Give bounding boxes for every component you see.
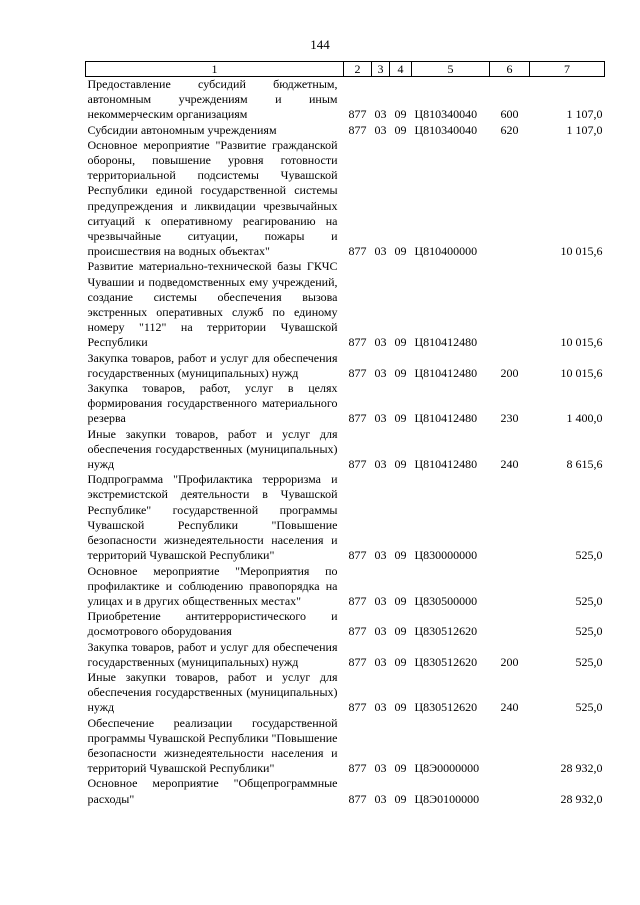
item-name: Обеспечение реализации государственной программы Чувашской Республики "Повышение безопасности жизнедеятельности населения и территорий Чувашской Республики": [87, 715, 338, 776]
section-code: 03: [374, 593, 387, 608]
table-row: [86, 427, 605, 473]
target-article-code: Ц810340040: [414, 107, 478, 122]
expense-type-code: [490, 138, 530, 260]
section-code: 03: [374, 761, 387, 776]
amount: 525,0: [575, 548, 603, 563]
table-row: [86, 138, 605, 260]
amount: 1 107,0: [566, 122, 603, 137]
amount: 10 015,6: [560, 335, 603, 350]
table-row: [86, 776, 605, 806]
table-row: [86, 609, 605, 639]
table-header-row: [86, 62, 605, 77]
target-article-code: Ц830512620: [414, 624, 478, 639]
item-name: Закупка товаров, работ и услуг для обеспечения государственных (муниципальных) нужд: [87, 639, 338, 669]
target-article-code: Ц830000000: [414, 548, 478, 563]
expense-type-code: [490, 716, 530, 777]
amount: 10 015,6: [560, 365, 603, 380]
item-name: Иные закупки товаров, работ и услуг для обеспечения государственных (муниципальных) нужд: [87, 426, 338, 472]
item-name: Основное мероприятие "Мероприятия по профилактике и соблюдению правопорядка на улицах и в других общественных местах": [87, 563, 338, 608]
item-name: Развитие материально-технической базы ГКЧС Чувашии и подведомственных ему учреждений, создание системы обеспечения вызова экстренных оперативных служб по единому номеру "112" на территории Чувашской Республики: [87, 259, 338, 350]
expense-type-code: 600: [500, 107, 519, 122]
ministry-code: 877: [348, 365, 367, 380]
amount: 1 400,0: [566, 411, 603, 426]
item-name: Закупка товаров, работ и услуг для обеспечения государственных (муниципальных) нужд: [87, 350, 338, 380]
amount: 525,0: [575, 593, 603, 608]
target-article-code: Ц810340040: [414, 122, 478, 137]
target-article-code: Ц810412480: [414, 411, 478, 426]
expense-type-code: 200: [500, 654, 519, 669]
table-row: [86, 123, 605, 138]
table-row: [86, 351, 605, 381]
ministry-code: 877: [348, 107, 367, 122]
table-row: [86, 77, 605, 123]
amount: 525,0: [575, 654, 603, 669]
ministry-code: 877: [348, 335, 367, 350]
expense-type-code: 230: [500, 411, 519, 426]
section-code: 03: [374, 244, 387, 259]
section-code: 03: [374, 107, 387, 122]
target-article-code: Ц830512620: [414, 654, 478, 669]
expense-type-code: [490, 472, 530, 563]
subsection-code: 09: [394, 548, 407, 563]
target-article-code: Ц810412480: [414, 365, 478, 380]
expense-type-code: 200: [500, 365, 519, 380]
amount: 1 107,0: [566, 107, 603, 122]
target-article-code: Ц8Э0000000: [414, 761, 480, 776]
ministry-code: 877: [348, 411, 367, 426]
table-row: [86, 670, 605, 716]
item-name: Субсидии автономным учреждениям: [87, 122, 277, 137]
subsection-code: 09: [394, 654, 407, 669]
expense-type-code: [490, 609, 530, 639]
target-article-code: Ц810412480: [414, 457, 478, 472]
section-code: 03: [374, 654, 387, 669]
item-name: Предоставление субсидий бюджетным, автономным учреждениям и иным некоммерческим организациям: [87, 77, 338, 122]
expense-type-code: [490, 776, 530, 806]
table-row: [86, 716, 605, 777]
subsection-code: 09: [394, 122, 407, 137]
amount: 28 932,0: [560, 791, 603, 806]
column-header-4: 4: [390, 62, 412, 77]
table-row: [86, 640, 605, 670]
column-header-1: 1: [86, 62, 344, 77]
subsection-code: 09: [394, 244, 407, 259]
expense-type-code: 240: [500, 457, 519, 472]
amount: 10 015,6: [560, 244, 603, 259]
section-code: 03: [374, 548, 387, 563]
subsection-code: 09: [394, 365, 407, 380]
section-code: 03: [374, 700, 387, 715]
expense-type-code: [490, 564, 530, 610]
ministry-code: 877: [348, 244, 367, 259]
expense-type-code: 620: [500, 122, 519, 137]
target-article-code: Ц8Э0100000: [414, 791, 480, 806]
ministry-code: 877: [348, 593, 367, 608]
subsection-code: 09: [394, 791, 407, 806]
target-article-code: Ц830500000: [414, 593, 478, 608]
page-number: 144: [310, 37, 330, 52]
item-name: Основное мероприятие "Развитие гражданской обороны, повышение уровня готовности территориальной подсистемы Чувашской Республики единой государственной системы предупреждения и ликвидации чрезвычайных ситуаций к оперативному реагированию на чрезвычайные ситуации, пожары и происшествия на водных объектах": [87, 137, 338, 259]
ministry-code: 877: [348, 761, 367, 776]
ministry-code: 877: [348, 624, 367, 639]
subsection-code: 09: [394, 624, 407, 639]
ministry-code: 877: [348, 791, 367, 806]
section-code: 03: [374, 457, 387, 472]
ministry-code: 877: [348, 548, 367, 563]
subsection-code: 09: [394, 107, 407, 122]
table-row: [86, 381, 605, 427]
item-name: Основное мероприятие "Общепрограммные расходы": [87, 776, 338, 806]
section-code: 03: [374, 365, 387, 380]
amount: 8 615,6: [566, 457, 603, 472]
subsection-code: 09: [394, 593, 407, 608]
subsection-code: 09: [394, 700, 407, 715]
budget-table: [85, 61, 605, 807]
target-article-code: Ц810412480: [414, 335, 478, 350]
item-name: Иные закупки товаров, работ и услуг для обеспечения государственных (муниципальных) нужд: [87, 669, 338, 715]
item-name: Подпрограмма "Профилактика терроризма и экстремистской деятельности в Чувашской Республике" государственной программы Чувашской Республики "Повышение безопасности жизнедеятельности населения и территорий Чувашской Республики": [87, 472, 338, 563]
ministry-code: 877: [348, 122, 367, 137]
expense-type-code: 240: [500, 700, 519, 715]
ministry-code: 877: [348, 700, 367, 715]
table-row: [86, 259, 605, 350]
section-code: 03: [374, 411, 387, 426]
amount: 525,0: [575, 624, 603, 639]
column-header-7: 7: [530, 62, 605, 77]
target-article-code: Ц830512620: [414, 700, 478, 715]
column-header-3: 3: [372, 62, 390, 77]
ministry-code: 877: [348, 457, 367, 472]
amount: 28 932,0: [560, 761, 603, 776]
column-header-6: 6: [490, 62, 530, 77]
column-header-5: 5: [412, 62, 490, 77]
section-code: 03: [374, 624, 387, 639]
subsection-code: 09: [394, 761, 407, 776]
section-code: 03: [374, 335, 387, 350]
target-article-code: Ц810400000: [414, 244, 478, 259]
subsection-code: 09: [394, 457, 407, 472]
item-name: Приобретение антитеррористического и досмотрового оборудования: [87, 609, 338, 639]
column-header-2: 2: [344, 62, 372, 77]
ministry-code: 877: [348, 654, 367, 669]
subsection-code: 09: [394, 411, 407, 426]
item-name: Закупка товаров, работ, услуг в целях формирования государственного материального резерва: [87, 381, 338, 426]
subsection-code: 09: [394, 335, 407, 350]
table-row: [86, 564, 605, 610]
section-code: 03: [374, 791, 387, 806]
amount: 525,0: [575, 700, 603, 715]
expense-type-code: [490, 259, 530, 350]
section-code: 03: [374, 122, 387, 137]
table-row: [86, 472, 605, 563]
